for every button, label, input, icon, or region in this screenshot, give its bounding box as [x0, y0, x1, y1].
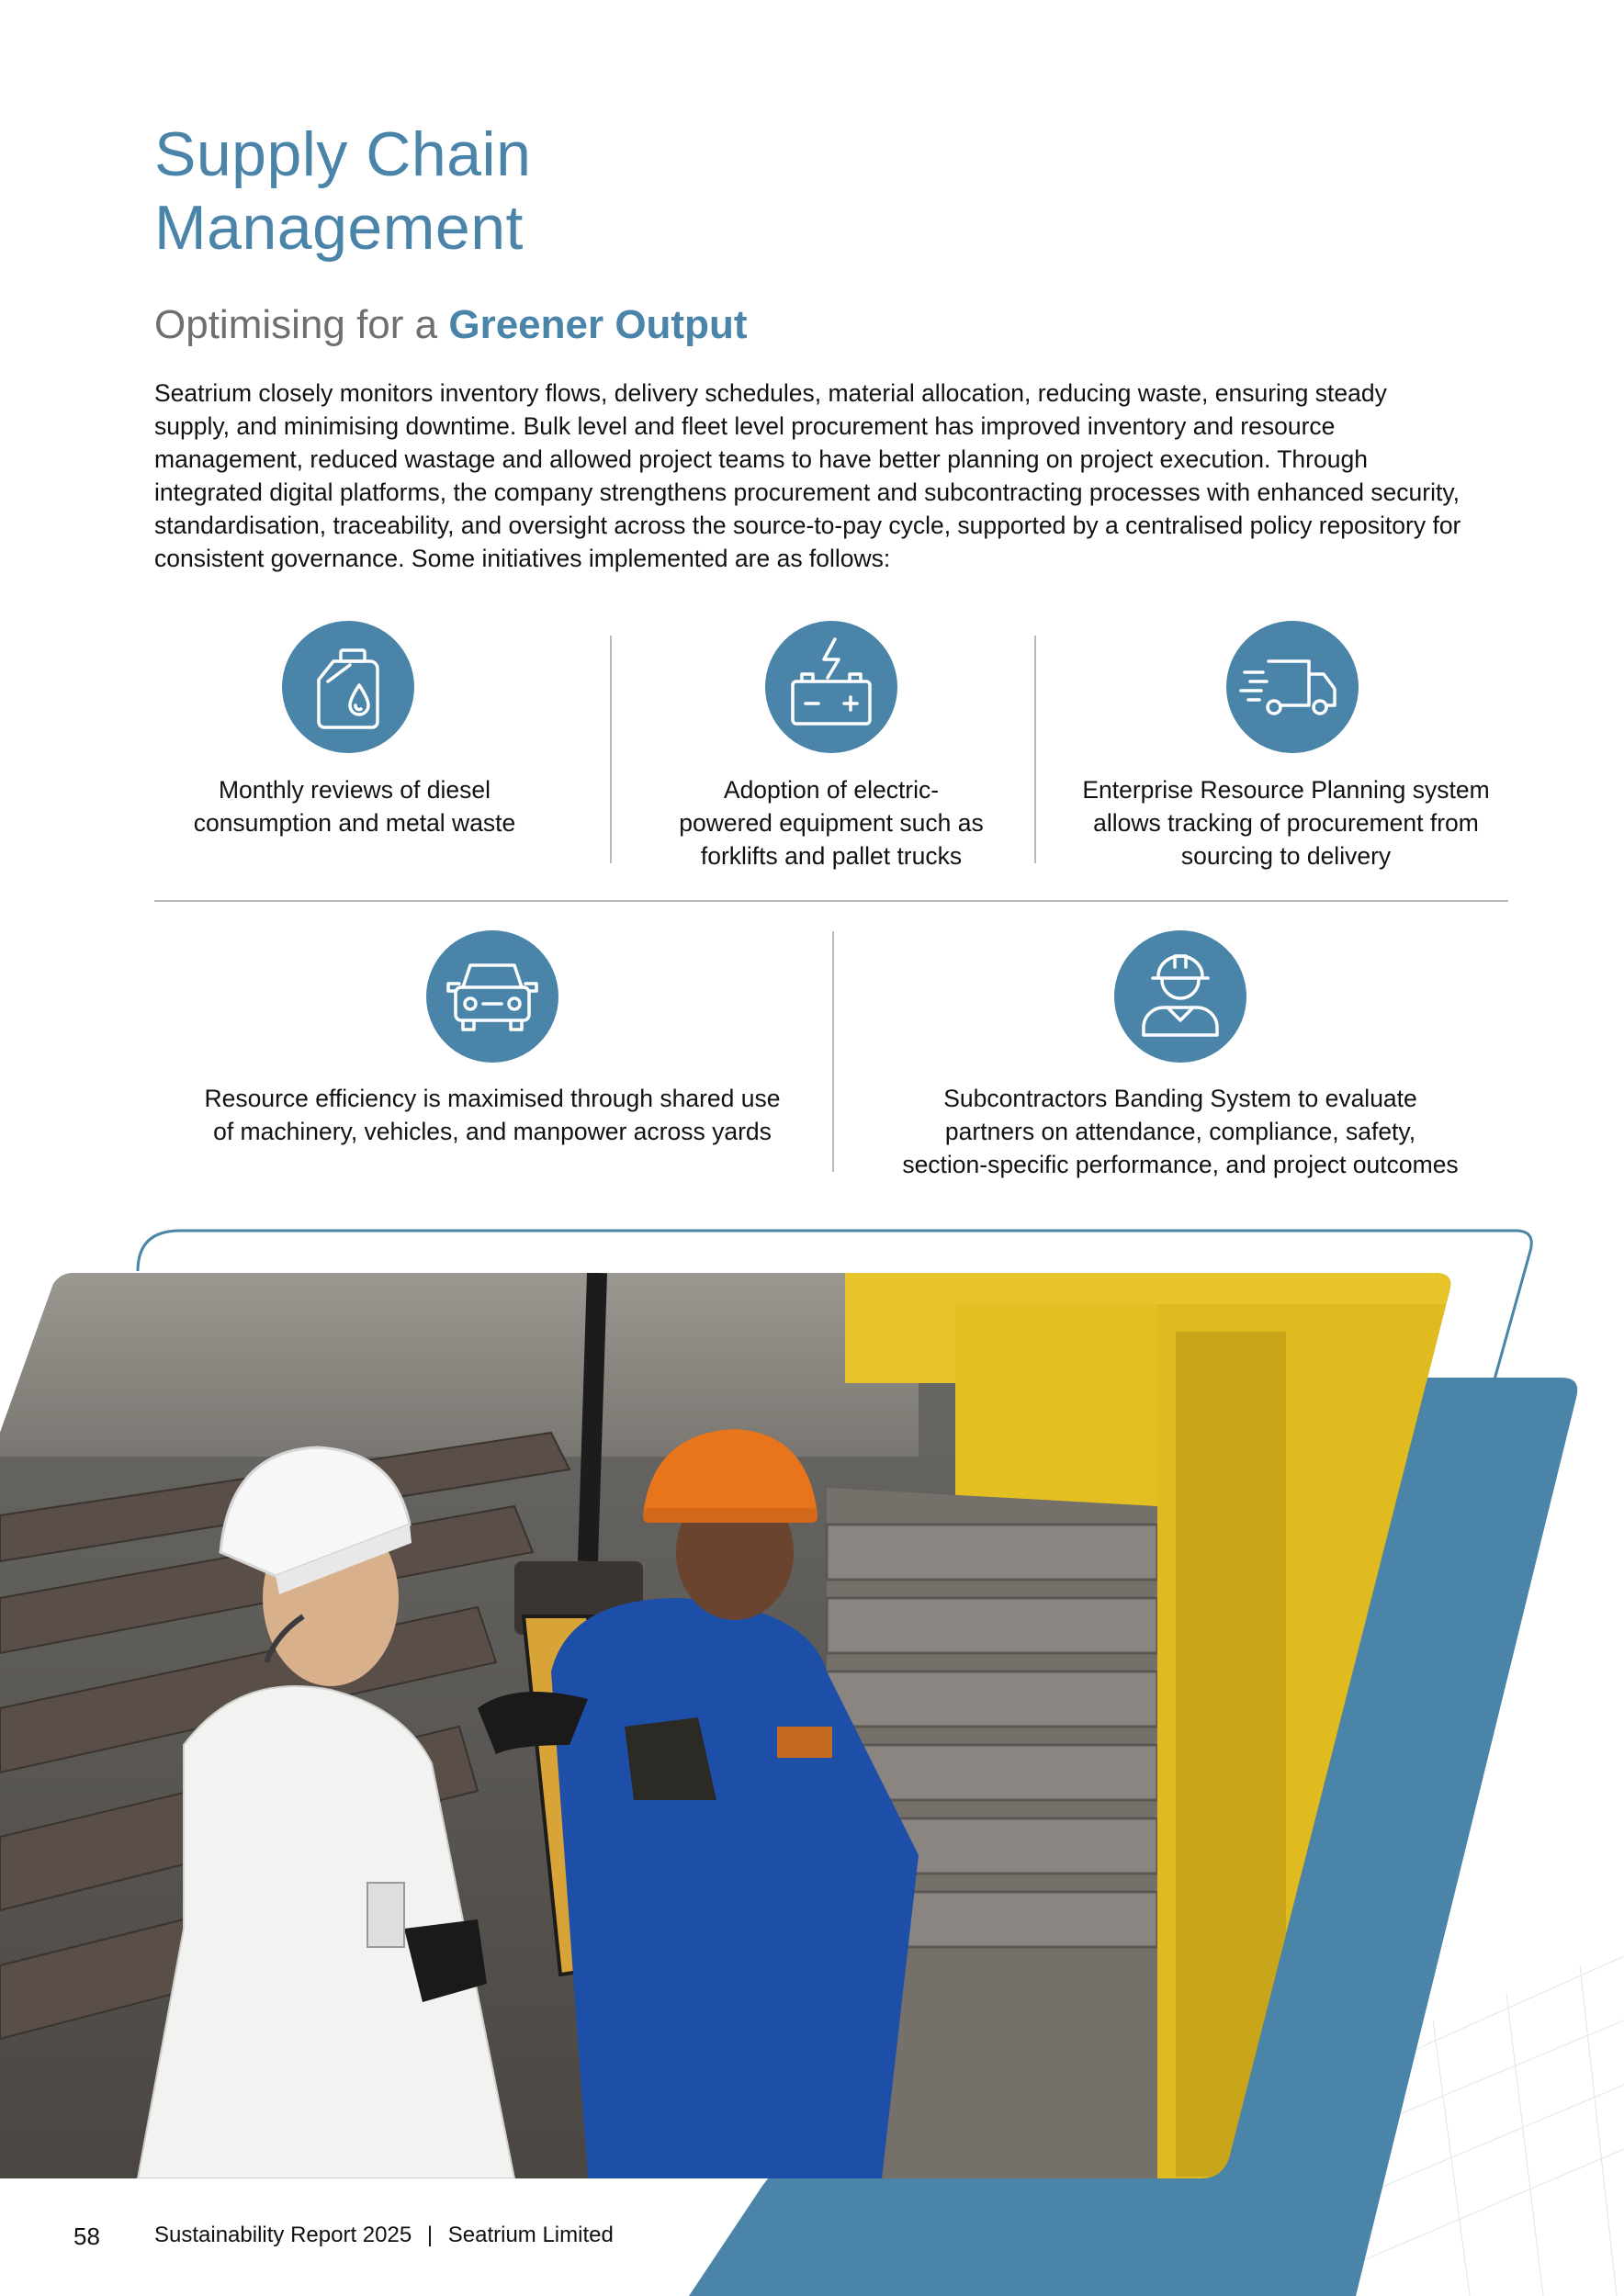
- subtitle-prefix: Optimising for a: [154, 302, 438, 347]
- column-divider: [610, 636, 612, 863]
- initiative-caption-shared-resources: [180, 1082, 805, 1148]
- caption-line: section-specific performance, and project outcomes: [902, 1151, 1459, 1178]
- title-line-1: Supply Chain: [154, 119, 532, 189]
- initiative-caption-electric: [625, 773, 1038, 872]
- battery-charge-icon: [765, 621, 897, 753]
- page-title: [154, 118, 531, 264]
- initiative-caption-erp: [1047, 773, 1525, 872]
- worker-hardhat-icon: [1114, 930, 1246, 1063]
- initiative-caption-diesel: [154, 773, 555, 839]
- title-line-2: Management: [154, 193, 524, 263]
- delivery-truck-icon: [1226, 621, 1359, 753]
- caption-line: Monthly reviews of diesel: [218, 776, 491, 804]
- initiative-caption-banding: [863, 1082, 1497, 1181]
- caption-line: sourcing to delivery: [1180, 842, 1392, 870]
- photo-panel: [0, 1212, 1624, 2296]
- caption-line: consumption and metal waste: [193, 809, 516, 837]
- row-divider: [154, 900, 1508, 902]
- subtitle-highlight: Greener Output: [448, 302, 748, 347]
- caption-line: partners on attendance, compliance, safety,: [944, 1118, 1416, 1145]
- car-icon: [426, 930, 558, 1063]
- caption-line: Resource efficiency is maximised through shared use: [204, 1085, 781, 1112]
- section-subtitle: [154, 299, 748, 351]
- caption-line: Subcontractors Banding System to evaluate: [943, 1085, 1417, 1112]
- column-divider: [832, 931, 834, 1172]
- footer-separator: |: [426, 2223, 434, 2247]
- footer-report: Sustainability Report 2025: [154, 2223, 412, 2247]
- page-number: 58: [73, 2223, 100, 2250]
- caption-line: Adoption of electric-: [723, 776, 940, 804]
- caption-line: Enterprise Resource Planning system: [1082, 776, 1490, 804]
- caption-line: allows tracking of procurement from: [1093, 809, 1479, 837]
- caption-line: of machinery, vehicles, and manpower across yards: [213, 1118, 772, 1145]
- caption-line: powered equipment such as: [679, 809, 984, 837]
- fuel-can-icon: [282, 621, 414, 753]
- column-divider: [1034, 636, 1036, 863]
- intro-paragraph: Seatrium closely monitors inventory flows, delivery schedules, material allocation, reducing waste, ensuring steady supply, and minimising downtime. Bulk level and fleet level procurement has improved inventory and resource management, reduced wastage and allowed project teams to have better planning on project execution. Through integrated digital platforms, the company strengthens procurement and subcontracting processes with enhanced security, standardisation, traceability, and oversight across the source-to-pay cycle, supported by a centralised policy repository for consistent governance. Some initiatives implemented are as follows:: [154, 379, 1461, 572]
- footer-report-title: [154, 2223, 614, 2248]
- worksite-photo: [0, 1273, 1470, 2191]
- footer-company: Seatrium Limited: [447, 2223, 614, 2247]
- caption-line: forklifts and pallet trucks: [700, 842, 963, 870]
